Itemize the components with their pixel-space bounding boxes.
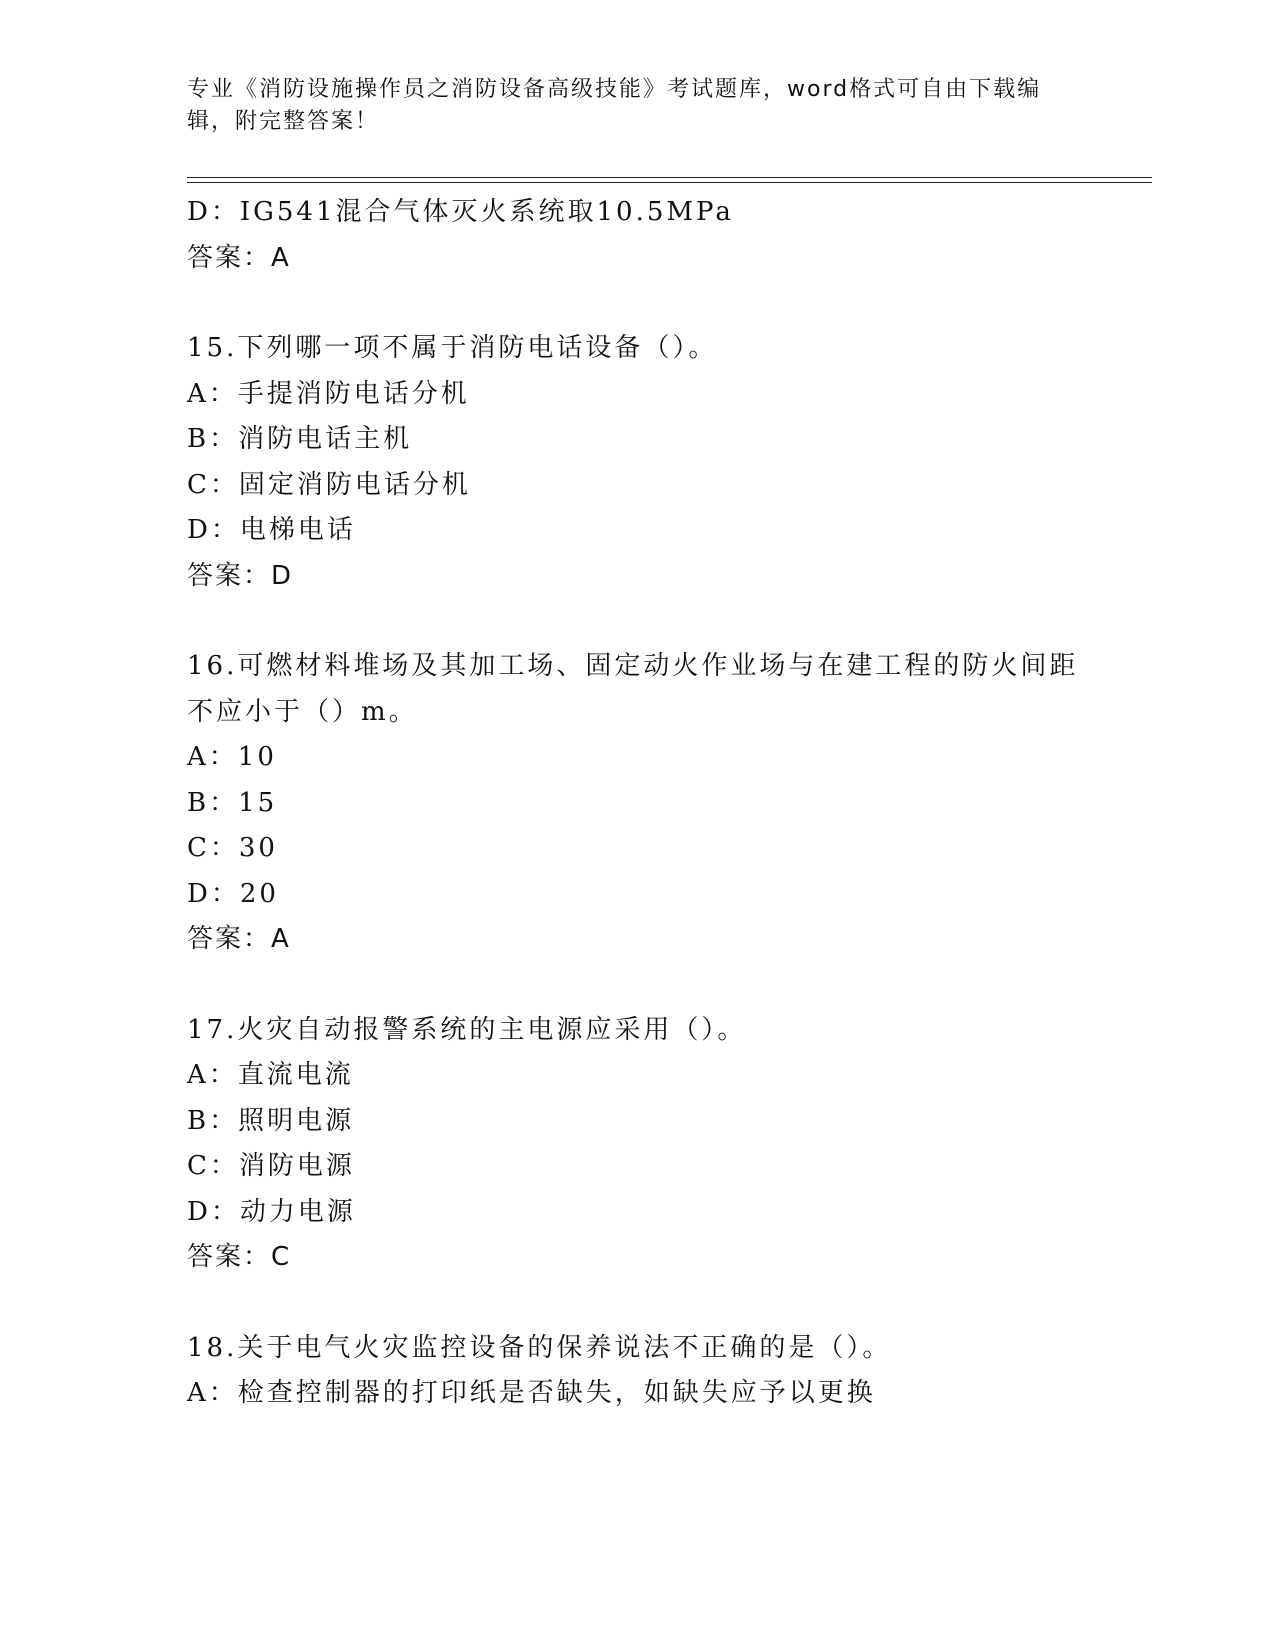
answer: 答案：A: [187, 242, 291, 273]
question-stem: 17.火灾自动报警系统的主电源应采用（）。: [187, 1014, 747, 1045]
option-d: D：IG541混合气体灭火系统取10.5MPa: [187, 197, 734, 227]
spacer: [187, 963, 1087, 1008]
answer: 答案：D: [187, 560, 294, 591]
spacer: [187, 1281, 1087, 1326]
option-b: B：消防电话主机: [187, 424, 413, 454]
answer: 答案：C: [187, 1242, 292, 1272]
option-c: C：消防电源: [187, 1151, 355, 1181]
question-stem: 16.可燃材料堆场及其加工场、固定动火作业场与在建工程的防火间距不应小于（）m。: [187, 651, 1079, 727]
question-stem: 18.关于电气火灾监控设备的保养说法不正确的是（）。: [187, 1332, 892, 1363]
spacer: [187, 599, 1087, 644]
page-header: 专业《消防设施操作员之消防设备高级技能》考试题库，word格式可自由下载编辑，附完整答案！: [187, 77, 1042, 134]
question-stem: 15.下列哪一项不属于消防电话设备（）。: [187, 333, 718, 363]
option-a: A：直流电流: [187, 1060, 354, 1090]
option-a: A：检查控制器的打印纸是否缺失，如缺失应予以更换: [187, 1378, 876, 1408]
spacer: [187, 281, 1087, 326]
option-c: C：固定消防电话分机: [187, 469, 471, 500]
option-b: B：照明电源: [187, 1105, 355, 1136]
header-divider: [187, 177, 1152, 183]
question-list: [187, 190, 1087, 1417]
option-a: A：手提消防电话分机: [187, 378, 470, 409]
option-a: A：10: [187, 742, 277, 772]
option-b: B：15: [187, 787, 278, 818]
option-d: D：20: [187, 878, 279, 909]
answer: 答案：A: [187, 924, 291, 954]
option-c: C：30: [187, 833, 278, 863]
option-d: D：电梯电话: [187, 515, 356, 545]
option-d: D：动力电源: [187, 1196, 356, 1227]
